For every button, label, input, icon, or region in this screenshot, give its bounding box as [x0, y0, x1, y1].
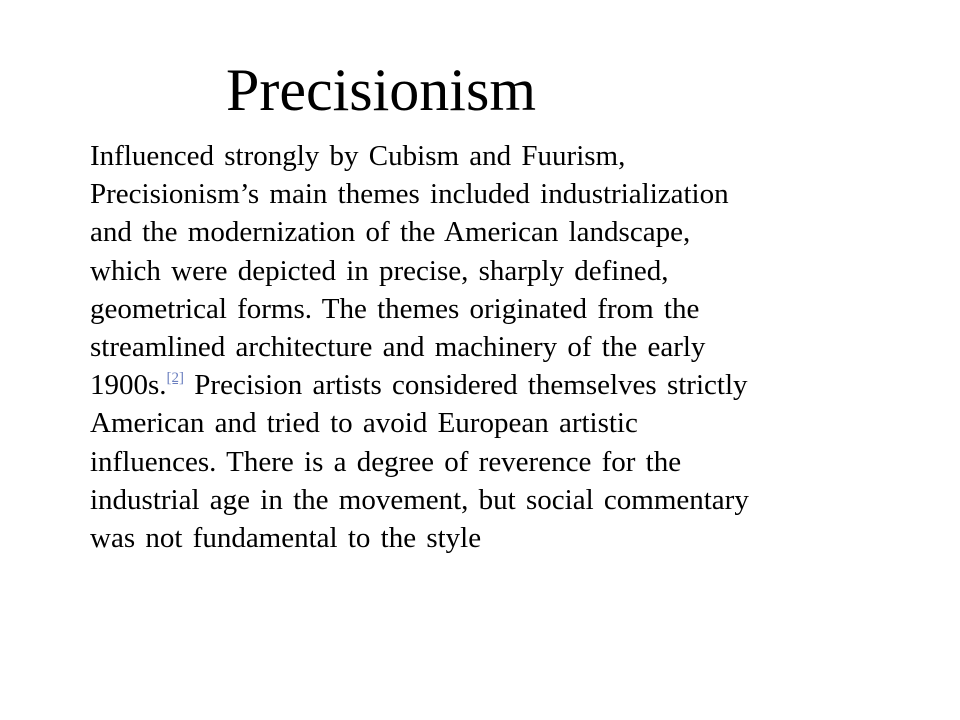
body-line: Influenced strongly by Cubism and Fuurism, [90, 140, 626, 172]
body-line: which were depicted in precise, sharply defined, [90, 254, 669, 287]
body-text-segment: 1900s. [90, 369, 167, 402]
body-line: and the modernization of the American landscape, [90, 216, 691, 249]
slide-title: Precisionism [226, 57, 536, 123]
body-text-segment: Precision artists considered themselves strictly [184, 369, 748, 402]
body-line: geometrical forms. The themes originated from the [90, 292, 700, 325]
body-line: industrial age in the movement, but social commentary [90, 483, 749, 516]
body-line: was not fundamental to the style [90, 522, 482, 555]
body-line-with-citation [90, 366, 810, 404]
citation-link[interactable]: [2] [166, 370, 185, 387]
body-line: Precisionism’s main themes included industrialization [90, 178, 729, 211]
body-line: streamlined architecture and machinery of the early [90, 331, 706, 364]
body-line: American and tried to avoid European artistic [90, 407, 638, 440]
body-line: influences. There is a degree of reverence for the [90, 445, 682, 478]
body-paragraph [90, 137, 810, 557]
